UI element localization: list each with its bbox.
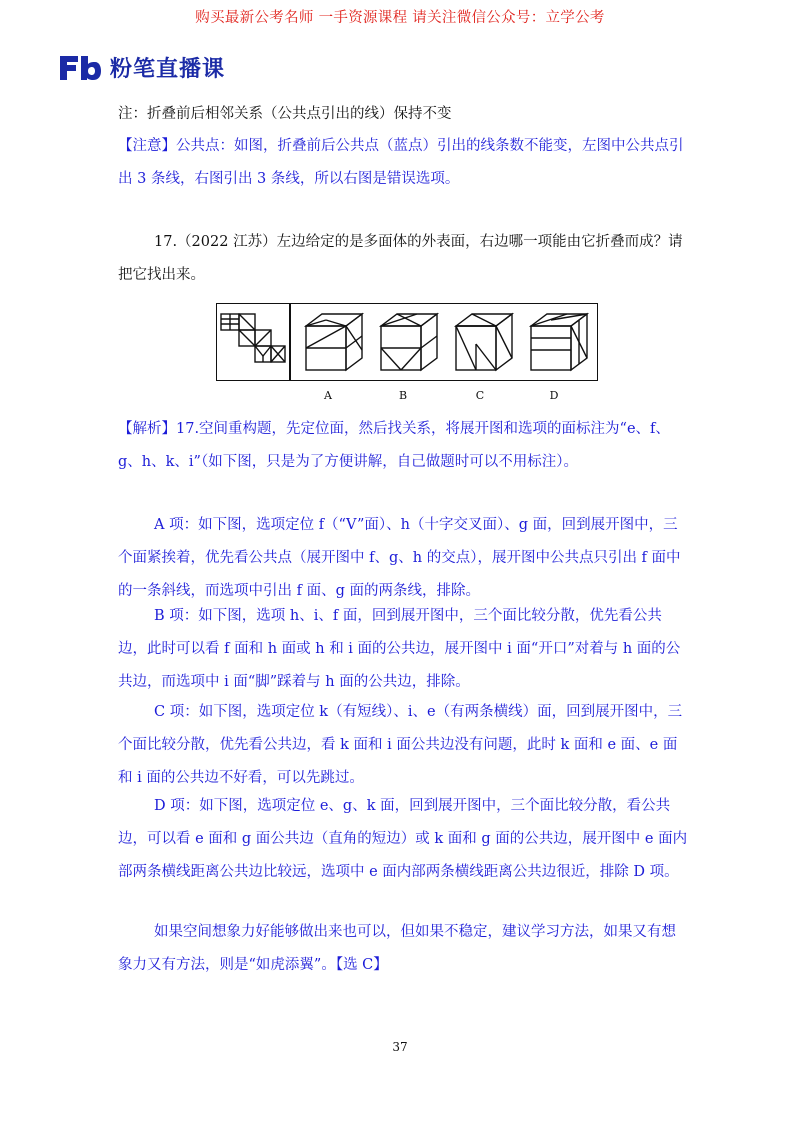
analysis-paragraph: [118, 413, 690, 479]
option-label-b: B: [398, 389, 408, 402]
question-text: 17.（2022 江苏）左边给定的是多面体的外表面，右边哪一项能由它折叠而成？请把它找出来。: [118, 234, 683, 283]
attention-paragraph: [118, 130, 690, 196]
note-line: 注：折叠前后相邻关系（公共点引出的线）保持不变: [118, 106, 452, 122]
option-label-c: C: [475, 389, 485, 402]
option-c-cube: [452, 310, 516, 374]
option-d-cube: [527, 310, 591, 374]
promo-banner: 购买最新公考名师 一手资源课程 请关注微信公众号：立学公考: [195, 10, 605, 26]
attention-label: 【注意】: [118, 138, 176, 154]
analysis-intro: 17.空间重构题，先定位面，然后找关系，将展开图和选项的面标注为“e、f、g、h、k、i”（如下图，只是为了方便讲解，自己做题时可以不用标注）。: [118, 421, 670, 470]
fb-logo-icon: [58, 52, 102, 82]
attention-text: 公共点：如图，折叠前后公共点（蓝点）引出的线条数不能变，左图中公共点引出 3 条线，右图引出 3 条线，所以右图是错误选项。: [118, 138, 684, 187]
option-b-cube: [377, 310, 441, 374]
brand-logo: [58, 50, 225, 84]
analysis-label: 【解析】: [118, 421, 176, 437]
conclusion-paragraph: [118, 916, 690, 982]
figure-divider: [289, 304, 291, 380]
option-a-cube: [302, 310, 366, 374]
answer-tag: 【选 C】: [335, 957, 388, 973]
option-b-explanation: B 项：如下图，选项 h、i、f 面，回到展开图中，三个面比较分散，优先看公共边，此时可以看 f 面和 h 面或 h 和 i 面的公共边，展开图中 i 面“开口”对着与 h 面的公共边，而选项中 i 面“脚”踩着与 h 面的公共边，排除。: [118, 608, 681, 690]
option-c-explanation: C 项：如下图，选项定位 k（有短线）、i、e（有两条横线）面，回到展开图中，三个面比较分散，优先看公共边，看 k 面和 i 面公共边没有问题，此时 k 面和 e 面、e 面和 i 面的公共边不好看，可以先跳过。: [118, 704, 683, 786]
option-label-a: A: [324, 389, 332, 402]
net-diagram: [220, 312, 286, 372]
conclusion-text: 如果空间想象力好能够做出来也可以，但如果不稳定，建议学习方法，如果又有想象力又有方法，则是“如虎添翼”。: [118, 924, 676, 973]
question-figure: [216, 303, 598, 381]
option-label-d: D: [549, 389, 559, 402]
logo-text: 粉笔直播课: [110, 56, 226, 82]
page-number: 37: [392, 1040, 408, 1054]
option-a-explanation: A 项：如下图，选项定位 f（“V”面）、h（十字交叉面）、g 面，回到展开图中，三个面紧挨着，优先看公共点（展开图中 f、g、h 的交点），展开图中公共点只引出 f 面中的一条斜线，而选项中引出 f 面、g 面的两条线，排除。: [118, 517, 681, 599]
option-d-explanation: D 项：如下图，选项定位 e、g、k 面，回到展开图中，三个面比较分散，看公共边，可以看 e 面和 g 面公共边（直角的短边）或 k 面和 g 面的公共边，展开图中 e 面内部两条横线距离公共边比较远，选项中 e 面内部两条横线距离公共边很近，排除 D 项。: [118, 798, 688, 880]
